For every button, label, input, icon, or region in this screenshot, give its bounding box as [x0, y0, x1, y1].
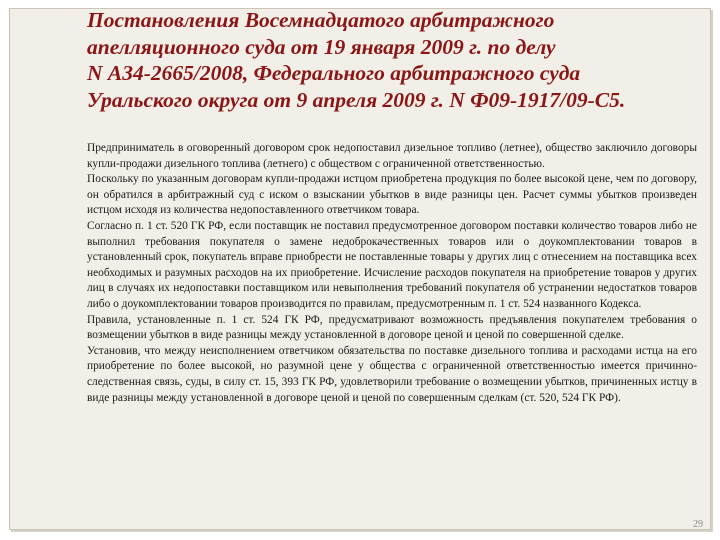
title-line: N А34-2665/2008, Федерального арбитражного суда	[87, 61, 581, 85]
title-line: Уральского округа от 9 апреля 2009 г. N Ф09-1917/09-С5.	[87, 87, 626, 112]
paragraph: Установив, что между неисполнением ответчиком обязательства по поставке дизельного топлива и расходами истца на его приобретение по более высокой, но разумной цене у общества с ограниченной ответственностью имеется причинно-следственная связь, суды, в силу ст. 15, 393 ГК РФ, удовлетворили требование о возмещении убытков, причиненных истцу в виде разницы между установленной в договоре ценой и ценой по совершенным сделкам (ст. 520, 524 ГК РФ).	[87, 344, 697, 404]
slide-body	[87, 141, 697, 406]
page-number: 29	[693, 519, 703, 530]
paragraph: Предприниматель в оговоренный договором срок недопоставил дизельное топливо (летнее), общество заключило договоры купли-продажи дизельного топлива (летнего) с обществом с ограниченной ответственностью.	[87, 142, 697, 170]
paragraph: Согласно п. 1 ст. 520 ГК РФ, если поставщик не поставил предусмотренное договором поставки количество товаров либо не выполнил требования покупателя о замене недоброкачественных товаров или о доукомплектовании товаров в установленный срок, покупатель вправе приобрести не поставленные товары у других лиц с отнесением на поставщика всех необходимых и разумных расходов на их приобретение. Исчисление расходов покупателя на приобретение товаров у других лиц в случаях их недопоставки поставщиком или невыполнения требований покупателя об устранении недостатков товаров либо о доукомплектовании товаров производится по правилам, предусмотренным п. 1 ст. 524 названного Кодекса.	[87, 219, 697, 310]
paragraph: Поскольку по указанным договорам купли-продажи истцом приобретена продукция по более высокой цене, чем по договору, он обратился в арбитражный суд с иском о взыскании убытков в виде разницы цен. Расчет суммы убытков произведен истцом исходя из количества недопоставленного ответчиком товара.	[87, 173, 697, 217]
title-line: апелляционного суда от 19 января 2009 г. по делу	[87, 34, 556, 59]
title-line: Постановления Восемнадцатого арбитражного	[87, 8, 555, 32]
slide-title	[87, 7, 697, 113]
paragraph: Правила, установленные п. 1 ст. 524 ГК РФ, предусматривают возможность предъявления покупателем требования о возмещении убытков в виде разницы между установленной в договоре ценой и ценой по совершенной сделке.	[87, 313, 697, 342]
